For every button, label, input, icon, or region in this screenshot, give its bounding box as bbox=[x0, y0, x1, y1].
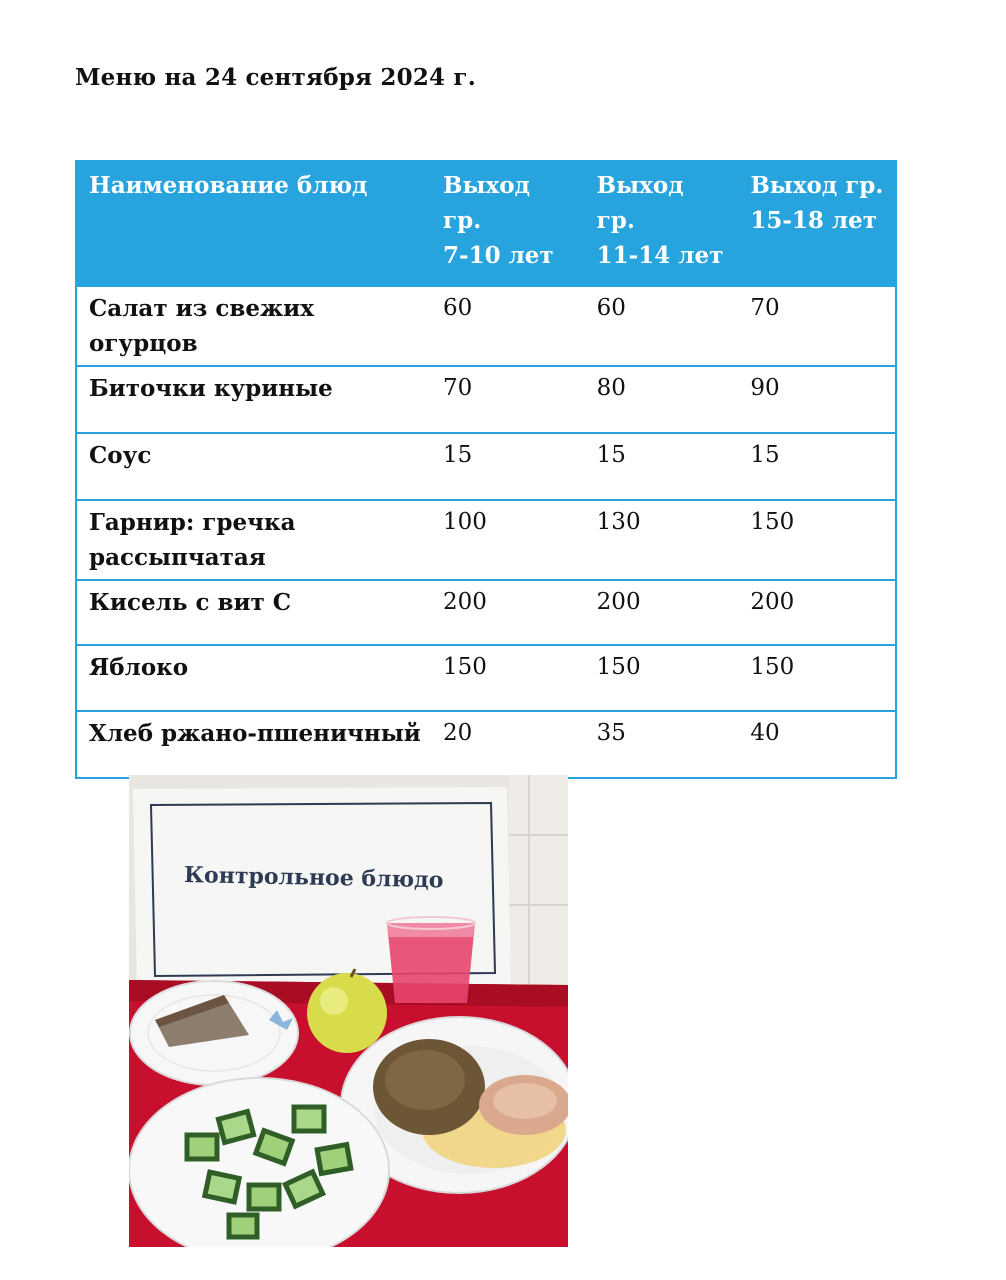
header-age-7-10: Выход гр. 7-10 лет bbox=[431, 161, 585, 286]
portion-7-10: 100 bbox=[431, 500, 585, 580]
portion-7-10: 150 bbox=[431, 645, 585, 711]
table-row bbox=[76, 286, 896, 366]
portion-15-18: 150 bbox=[738, 645, 896, 711]
portion-7-10: 200 bbox=[431, 580, 585, 645]
portion-7-10: 60 bbox=[431, 286, 585, 366]
header-dish-name: Наименование блюд bbox=[76, 161, 431, 286]
portion-11-14: 80 bbox=[585, 366, 739, 433]
dish-name: Кисель с вит С bbox=[76, 580, 431, 645]
table-row bbox=[76, 711, 896, 778]
portion-11-14: 60 bbox=[585, 286, 739, 366]
portion-15-18: 70 bbox=[738, 286, 896, 366]
dish-name: Яблоко bbox=[76, 645, 431, 711]
portion-7-10: 70 bbox=[431, 366, 585, 433]
menu-table bbox=[75, 160, 897, 779]
dish-name: Салат из свежих огурцов bbox=[76, 286, 431, 366]
table-header-row bbox=[76, 161, 896, 286]
dish-name: Биточки куриные bbox=[76, 366, 431, 433]
portion-11-14: 150 bbox=[585, 645, 739, 711]
portion-7-10: 15 bbox=[431, 433, 585, 500]
portion-11-14: 200 bbox=[585, 580, 739, 645]
portion-15-18: 15 bbox=[738, 433, 896, 500]
portion-11-14: 35 bbox=[585, 711, 739, 778]
portion-11-14: 130 bbox=[585, 500, 739, 580]
header-age-15-18: Выход гр. 15-18 лет bbox=[738, 161, 896, 286]
header-age-11-14: Выход гр. 11-14 лет bbox=[585, 161, 739, 286]
page-title: Меню на 24 сентября 2024 г. bbox=[75, 64, 476, 91]
table-row bbox=[76, 645, 896, 711]
portion-15-18: 150 bbox=[738, 500, 896, 580]
sign-text: Контрольное блюдо bbox=[183, 861, 444, 894]
control-dish-photo bbox=[129, 775, 568, 1247]
dish-name: Хлеб ржано-пшеничный bbox=[76, 711, 431, 778]
portion-7-10: 20 bbox=[431, 711, 585, 778]
apple bbox=[307, 973, 387, 1053]
portion-15-18: 200 bbox=[738, 580, 896, 645]
dish-name: Соус bbox=[76, 433, 431, 500]
portion-15-18: 90 bbox=[738, 366, 896, 433]
portion-11-14: 15 bbox=[585, 433, 739, 500]
portion-15-18: 40 bbox=[738, 711, 896, 778]
table-row bbox=[76, 580, 896, 645]
table-row bbox=[76, 366, 896, 433]
table-row bbox=[76, 500, 896, 580]
table-row bbox=[76, 433, 896, 500]
dish-name: Гарнир: гречка рассыпчатая bbox=[76, 500, 431, 580]
